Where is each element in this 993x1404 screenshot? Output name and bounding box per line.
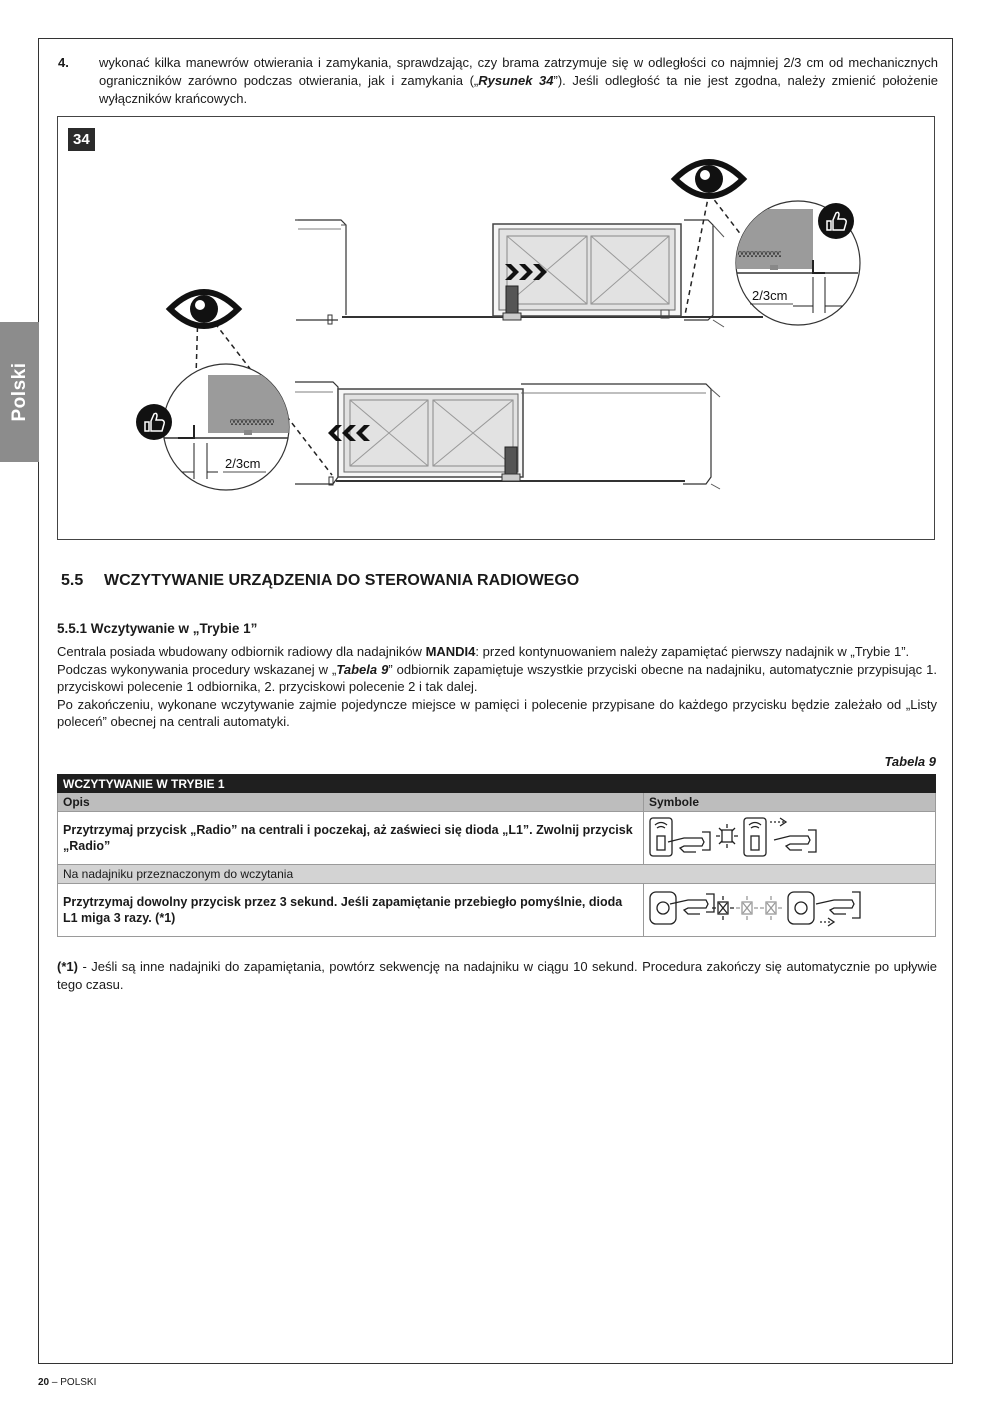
gate-closed-scene [136, 292, 720, 490]
section-title: WCZYTYWANIE URZĄDZENIA DO STEROWANIA RADIOWEGO [104, 572, 580, 589]
step-text-end: ”). Jeśli odległość ta nie jest zgodna, należy zmienić położenie wyłączników krańcowych. [99, 73, 938, 106]
remote-blink-sequence-icon [644, 884, 934, 932]
row-1-description: Przytrzymaj przycisk „Radio” na centrali i poczekaj, aż zaświeci się dioda „L1”. Zwolnij przycisk „Radio” [58, 812, 644, 865]
figure-reference: Rysunek 34 [478, 73, 554, 88]
p1-end: : przed kontynuowaniem należy zapamiętać pierwszy nadajnik w „Trybie 1”. [475, 644, 910, 659]
column-symbols: Symbole [644, 793, 936, 812]
step-text [99, 54, 938, 108]
figure-number: 34 [68, 128, 95, 151]
column-description: Opis [58, 793, 644, 812]
footer-label: – POLSKI [49, 1377, 97, 1388]
table-reference: Tabela 9 [336, 661, 389, 677]
row-2-description: Przytrzymaj dowolny przycisk przez 3 sekund. Jeśli zapamiętanie przebiegło pomyślnie, dioda L1 miga 3 razy. (*1) [58, 884, 644, 937]
gap-label-bottom: 2/3cm [225, 456, 261, 471]
product-name: MANDI4 [425, 644, 476, 659]
hand-press-icon [668, 838, 704, 852]
paragraph-3: Po zakończeniu, wykonane wczytywanie zajmie pojedyncze miejsce w pamięci i polecenie przypisane do każdego przycisku będzie zależało od „Listy poleceń” obecnej na centrali automatyki. [57, 696, 937, 729]
section-number: 5.5 [61, 572, 84, 589]
table-header: WCZYTYWANIE W TRYBIE 1 [58, 775, 936, 793]
figure-34 [57, 116, 935, 540]
footnote-text: - Jeśli są inne nadajniki do zapamiętania, powtórz sekwencję na nadajniku w ciągu 10 sekund. Procedura zakończy się automatycznie po upływie tego czasu. [57, 959, 937, 992]
page-number: 20 [38, 1377, 50, 1388]
paragraph-2 [57, 661, 937, 696]
section-heading [61, 572, 579, 590]
table-9 [57, 774, 936, 937]
step-text-start: wykonać kilka manewrów otwierania i zamykania, sprawdzając, czy brama zatrzymuje się w odległości co najmniej 2/3 cm od mechanicznych ograniczników zarówno podczas otwierania, jak i zamykania („ [99, 55, 938, 88]
step-4 [58, 54, 938, 108]
thumbs-up-icon [136, 404, 172, 440]
row-1-symbols [644, 812, 936, 865]
page-footer [38, 1377, 96, 1388]
p2-start: Podczas wykonywania procedury wskazanej w „ [57, 661, 337, 677]
language-side-tab [0, 322, 39, 462]
radio-button-sequence-icon [644, 812, 934, 860]
remote-button-icon [650, 892, 676, 924]
table-header-row [58, 775, 936, 793]
row-2-symbols [644, 884, 936, 937]
eye-icon [675, 162, 743, 196]
language-tab-label: Polski [8, 362, 30, 422]
p2-end: ” odbiornik zapamiętuje wszystkie przyciski obecne na nadajniku, automatycznie przypisując 1. przyciskowi polecenie 1 odbiornika, 2. przyciskowi polecenie 2 i tak dalej. [57, 661, 937, 694]
footnote [57, 958, 937, 993]
table-row [58, 812, 936, 865]
footnote-marker: (*1) [57, 959, 78, 974]
paragraph-1 [57, 643, 937, 661]
table-column-row [58, 793, 936, 812]
p1-start: Centrala posiada wbudowany odbiornik radiowy dla nadajników [57, 644, 426, 659]
gap-label-top: 2/3cm [752, 288, 788, 303]
led-on-icon [722, 830, 732, 842]
thumbs-up-icon [818, 203, 854, 239]
table-subheader-row [58, 865, 936, 884]
body-text [57, 643, 937, 731]
table-row [58, 884, 936, 937]
step-number: 4. [58, 55, 69, 70]
table-caption: Tabela 9 [884, 754, 936, 769]
subsection-heading: 5.5.1 Wczytywanie w „Trybie 1” [57, 621, 258, 636]
table-subheader: Na nadajniku przeznaczonym do wczytania [58, 865, 936, 884]
eye-icon [170, 292, 238, 326]
gate-diagram [58, 117, 934, 539]
